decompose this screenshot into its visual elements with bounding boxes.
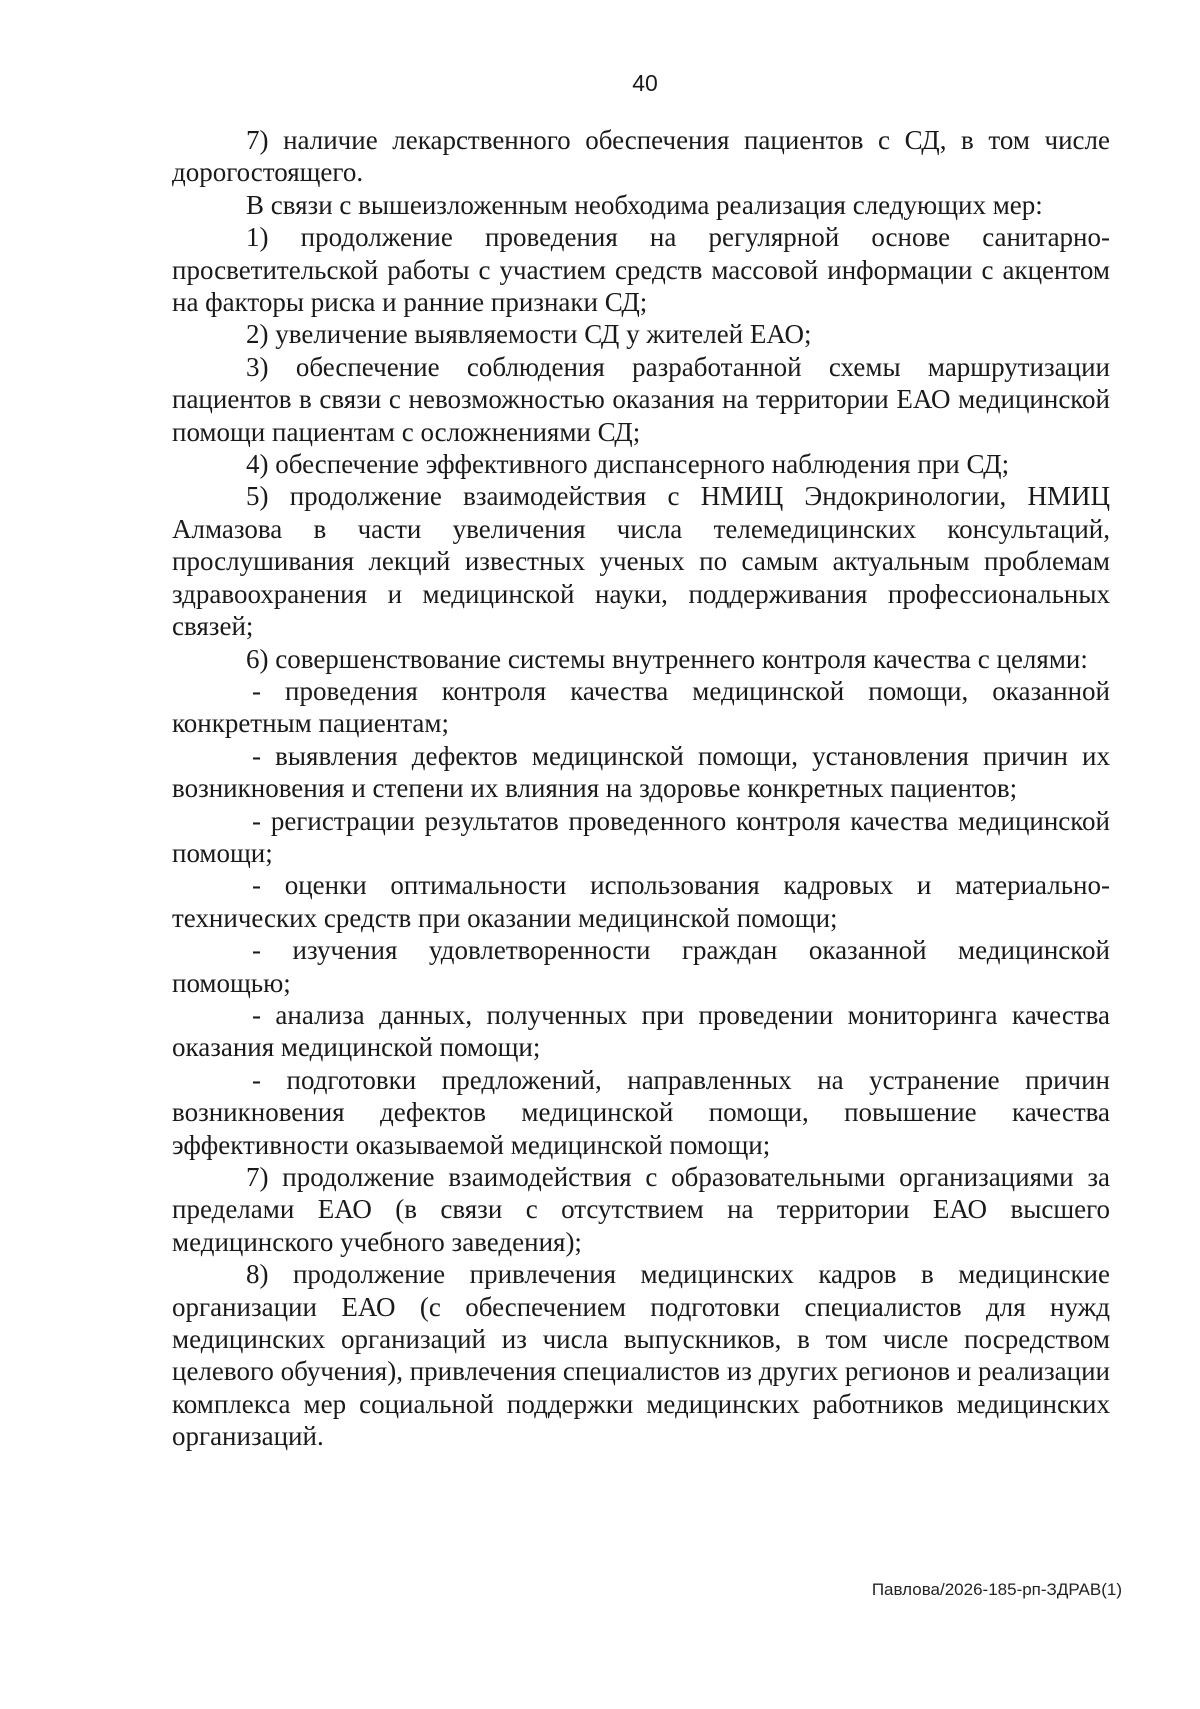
paragraph-measures-intro: В связи с вышеизложенным необходима реализация следующих мер: <box>246 189 1043 220</box>
document-body <box>172 124 1110 1453</box>
paragraph-measure-7: 7) продолжение взаимодействия с образовательными организациями за пределами ЕАО (в связи с отсутствием на территории ЕАО высшего медицинского учебного заведения); <box>172 1162 1110 1257</box>
paragraph-measure-8: 8) продолжение привлечения медицинских кадров в медицинские организации ЕАО (с обеспечением подготовки специалистов для нужд медицинских организаций из числа выпускников, в том числе посредством целевого обучения), привлечения специалистов из других регионов и реализации комплекса мер социальной поддержки медицинских работников медицинских организаций. <box>172 1259 1110 1452</box>
paragraph-measure-6: 6) совершенствование системы внутреннего контроля качества с целями: <box>246 643 1088 674</box>
paragraph-goal-3: - регистрации результатов проведенного контроля качества медицинской помощи; <box>172 805 1110 868</box>
paragraph-goal-6: - анализа данных, полученных при проведении мониторинга качества оказания медицинской помощи; <box>172 999 1110 1063</box>
paragraph-measure-4: 4) обеспечение эффективного диспансерного наблюдения при СД; <box>246 449 1010 480</box>
paragraph-measure-1: 1) продолжение проведения на регулярной основе санитарно-просветительской работы с участием средств массовой информации с акцентом на факторы риска и ранние признаки СД; <box>172 222 1110 318</box>
page-number: 40 <box>632 70 658 96</box>
paragraph-measure-3: 3) обеспечение соблюдения разработанной схемы маршрутизации пациентов в связи с невозможностью оказания на территории ЕАО медицинской помощи пациентам с осложнениями СД; <box>172 351 1110 447</box>
paragraph-item-7-drugs: 7) наличие лекарственного обеспечения пациентов с СД, в том числе дорогостоящего. <box>172 125 1110 188</box>
paragraph-goal-1: - проведения контроля качества медицинской помощи, оказанной конкретным пациентам; <box>172 675 1110 739</box>
paragraph-goal-4: - оценки оптимальности использования кадровых и материально-технических средств при оказании медицинской помощи; <box>172 870 1110 933</box>
paragraph-goal-7: - подготовки предложений, направленных на устранение причин возникновения дефектов медицинской помощи, повышение качества эффективности оказываемой медицинской помощи; <box>172 1064 1110 1160</box>
paragraph-goal-5: - изучения удовлетворенности граждан оказанной медицинской помощью; <box>172 935 1110 998</box>
paragraph-measure-5: 5) продолжение взаимодействия с НМИЦ Эндокринологии, НМИЦ Алмазова в части увеличения числа телемедицинских консультаций, прослушивания лекций известных ученых по самым актуальным проблемам здравоохранения и медицинской науки, поддерживания профессиональных связей; <box>172 481 1110 642</box>
paragraph-measure-2: 2) увеличение выявляемости СД у жителей ЕАО; <box>246 319 812 350</box>
document-code: Павлова/2026-185-рп-ЗДРАВ(1) <box>871 1580 1122 1599</box>
paragraph-goal-2: - выявления дефектов медицинской помощи, установления причин их возникновения и степени их влияния на здоровье конкретных пациентов; <box>172 740 1110 804</box>
